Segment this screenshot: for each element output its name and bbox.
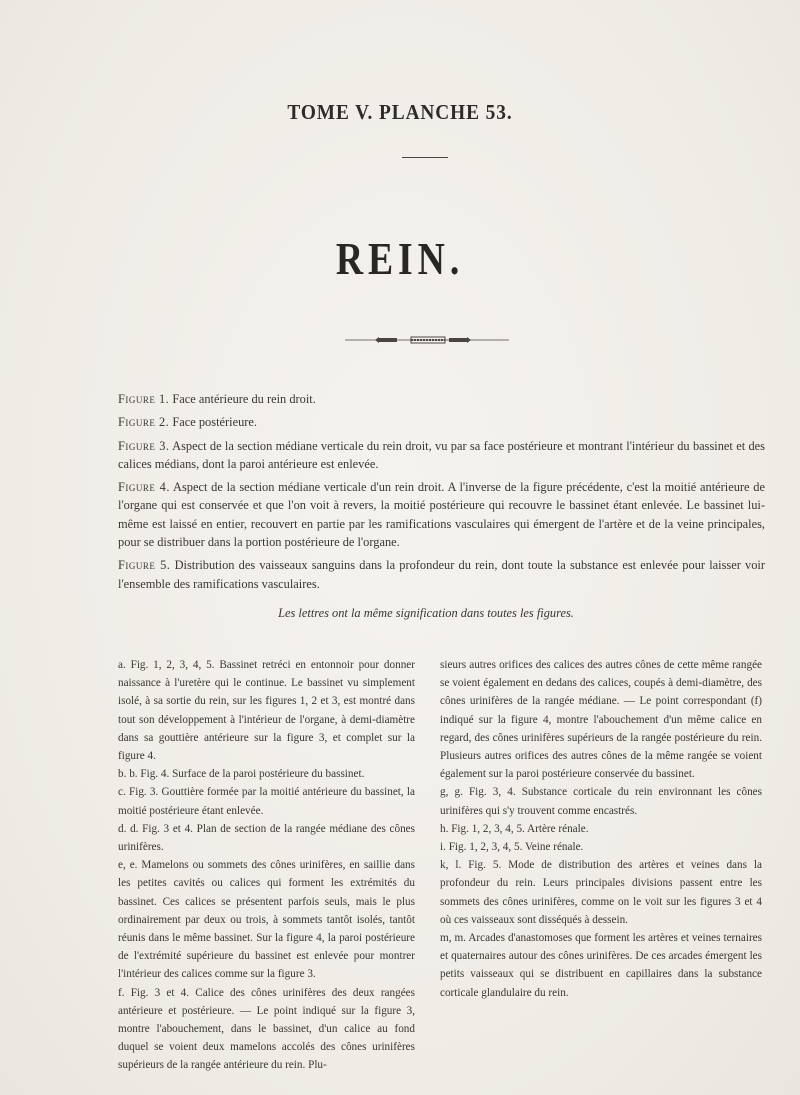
legend-entry-m: m, m. Arcades d'anastomoses que forment les artères et veines ternaires et quaternaires autour des cônes urinifères. De ces arcades émergent les petits vaisseaux qui se distribuent en capillaires dans la substance corticale glandulaire du rein. — [440, 932, 762, 999]
figure-5-description — [118, 556, 765, 593]
legend-entry-i: i. Fig. 1, 2, 3, 4, 5. Veine rénale. — [440, 841, 584, 854]
legend-entry-d: d. d. Fig. 3 et 4. Plan de section de la rangée médiane des cônes urinifères. — [118, 822, 415, 854]
legend-entry-e: e, e. Mamelons ou sommets des cônes urinifères, en saillie dans les petites cavités ou calices qui forment les extrémités du bassinet. Ces calices se présentent parfois seuls, mais le plus ordinairement par deux ou trois, à sommets tantôt isolés, tantôt réunis dans le même bassinet. Sur la figure 4, la paroi postérieure de l'extrémité supérieure du bassinet est enlevée pour montrer l'intérieur des calices comme sur la figure 3. — [118, 859, 415, 981]
figure-2-description — [118, 413, 765, 431]
short-rule — [402, 157, 448, 158]
right-column — [440, 656, 762, 1002]
legend-entry-kl: k, l. Fig. 5. Mode de distribution des artères et veines dans la profondeur du rein. Leurs principales divisions passent entre les sommets des cônes urinifères, comme on le voit sur les figures 3 et 4 où ces vaisseaux sont disséqués à dessein. — [440, 859, 762, 926]
legend-entry-h: h. Fig. 1, 2, 3, 4, 5. Artère rénale. — [440, 822, 589, 835]
figure-text: Face postérieure. — [169, 415, 258, 430]
figure-4-description — [118, 478, 765, 551]
legend-entry-f-continued: sieurs autres orifices des calices des autres cônes de cette même rangée se voient également en dedans des calices, coupés à demi-diamètre, des cônes urinifères de la rangée médiane. — Le point correspondant (f) indiqué sur la figure 4, montre l'abouchement d'un même calice en regard, des cônes urinifères supérieurs de la rangée postérieure du rein. Plusieurs autres orifices des autres cônes de la même rangée se voient également sur la paroi postérieure conservée du bassinet. — [440, 659, 762, 781]
figure-label: Figure 4. — [118, 480, 170, 495]
figure-1-description — [118, 390, 765, 408]
figure-text: Aspect de la section médiane verticale du rein droit, vu par sa face postérieure et montrant l'intérieur du bassinet et des calices médians, dont la paroi antérieure est enlevée. — [118, 438, 765, 471]
figure-text: Face antérieure du rein droit. — [169, 392, 316, 406]
legend-entry-f: f. Fig. 3 et 4. Calice des cônes urinifères des deux rangées antérieure et postérieure. — Le point indiqué sur la figure 3, montre l'abouchement, dans le bassinet, d'un calice au fond duquel se voient deux mamelons accolés des cônes urinifères supérieurs de la rangée antérieure du rein. Plu- — [118, 986, 415, 1072]
figure-label: Figure 3. — [118, 438, 170, 453]
figure-label: Figure 5. — [118, 558, 171, 573]
ornament-divider — [345, 334, 509, 346]
left-column — [118, 656, 415, 1075]
figure-text: Aspect de la section médiane verticale d'un rein droit. A l'inverse de la figure précédente, c'est la moitié antérieure de l'organe qui est conservée et que l'on voit à revers, la moitié postérieure qui recouvre le bassinet étant enlevée. Le bassinet lui-même est laissé en entier, recouvert en partie par les ramifications vasculaires qui émergent de l'artère et de la veine principales, pour se distribuer dans la portion postérieure de l'organe. — [118, 480, 765, 550]
legend-note: Les lettres ont la même signification dans toutes les figures. — [278, 606, 574, 620]
legend-entry-c: c. Fig. 3. Gouttière formée par la moitié antérieure du bassinet, la moitié postérieure étant enlevée. — [118, 786, 415, 817]
figure-label: Figure 2. — [118, 415, 170, 430]
figure-3-description — [118, 437, 765, 474]
figure-descriptions — [118, 390, 765, 598]
figure-label: Figure 1. — [118, 392, 170, 406]
figure-text: Distribution des vaisseaux sanguins dans la profondeur du rein, dont toute la substance est enlevée pour laisser voir l'ensemble des ramifications vasculaires. — [118, 558, 766, 591]
tome-heading: TOME V. PLANCHE 53. — [287, 100, 513, 124]
legend-entry-b: b. b. Fig. 4. Surface de la paroi postérieure du bassinet. — [118, 768, 365, 781]
legend-entry-g: g, g. Fig. 3, 4. Substance corticale du rein environnant les cônes urinifères qui s'y trouvent comme encastrés. — [440, 786, 762, 817]
plate-title: REIN. — [335, 233, 465, 284]
legend-entry-a: a. Fig. 1, 2, 3, 4, 5. Bassinet retréci en entonnoir pour donner naissance à l'uretère qui le continue. Le bassinet vu simplement isolé, à sa sortie du rein, sur les figures 1, 2 et 3, est montré dans tout son développement à l'intérieur de l'organe, à demi-diamètre dans sa gouttière antérieure sur la figure 3, et complet sur la figure 4. — [118, 659, 415, 763]
